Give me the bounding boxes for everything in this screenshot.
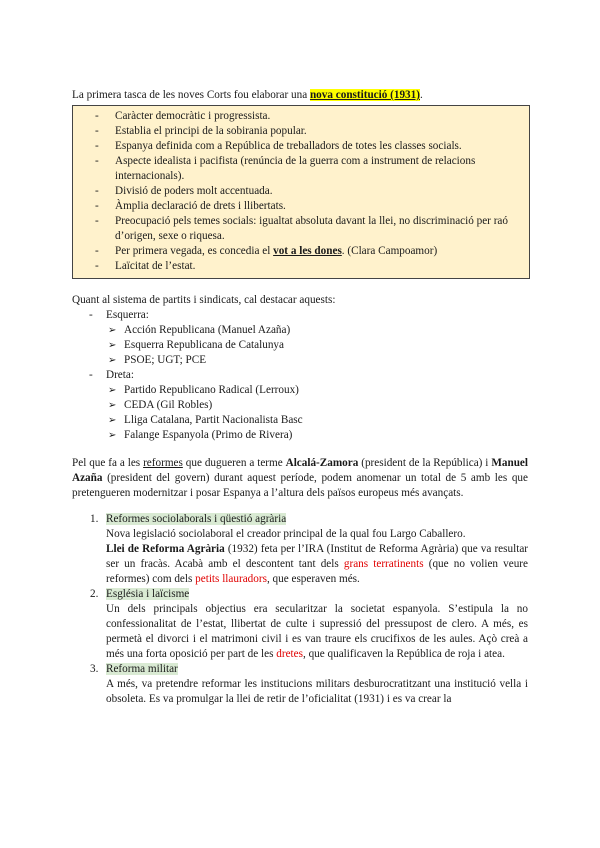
list-item: - Caràcter democràtic i progressista. bbox=[81, 109, 521, 124]
list-item: ➢ Partido Republicano Radical (Lerroux) bbox=[106, 383, 528, 398]
list-item: 3. Reforma militar A més, va pretendre reformar les institucions militars desburocratitzant una institució vella i obsoleta. Es va promulgar la llei de retir de l’oficialitat (1931) i es va crear la bbox=[90, 663, 528, 706]
list-item: ➢ PSOE; UGT; PCE bbox=[106, 353, 528, 368]
highlight-constitution: nova constitució (1931) bbox=[309, 89, 420, 101]
constitution-box bbox=[72, 105, 530, 279]
list-item: - Per primera vegada, es concedia el vot a les dones. (Clara Campoamor) bbox=[81, 244, 521, 259]
list-item: - Dreta: ➢ Partido Republicano Radical (Lerroux) ➢ CEDA (Gil Robles) ➢ Lliga Catalana, Partit Nacionalista Basc ➢ Falange Espanyola (Primo de Rivera) bbox=[72, 368, 528, 443]
list-item: - Establia el principi de la sobirania popular. bbox=[81, 124, 521, 139]
list-item: ➢ Acción Republicana (Manuel Azaña) bbox=[106, 323, 528, 338]
list-item: - Divisió de poders molt accentuada. bbox=[81, 184, 521, 199]
list-item: - Àmplia declaració de drets i llibertats. bbox=[81, 199, 521, 214]
parties-intro: Quant al sistema de partits i sindicats, cal destacar aquests: bbox=[72, 294, 336, 306]
reform-heading: Reforma militar bbox=[106, 663, 178, 676]
list-item: - Aspecte idealista i pacifista (renúncia de la guerra com a instrument de relacions internacionals). bbox=[81, 154, 521, 184]
reforms-intro: Pel que fa a les reformes que dugueren a terme Alcalá-Zamora (president de la República) i Manuel Azaña (president del govern) durant aquest període, podem anomenar un total de 5 amb les que pretengueren modernitzar i posar Espanya a l’altura dels països europeus més avançats. bbox=[72, 457, 528, 499]
list-item: ➢ Lliga Catalana, Partit Nacionalista Basc bbox=[106, 413, 528, 428]
reform-heading: Església i laïcisme bbox=[106, 588, 190, 601]
list-item: ➢ Falange Espanyola (Primo de Rivera) bbox=[106, 428, 528, 443]
list-item: - Laïcitat de l’estat. bbox=[81, 259, 521, 274]
list-item: - Preocupació pels temes socials: igualtat absoluta davant la llei, no discriminació per raó d’origen, sexe o riquesa. bbox=[81, 214, 521, 244]
document-page bbox=[72, 88, 528, 707]
list-item: 2. Església i laïcisme Un dels principals objectius era secularitzar la societat espanyola. S’estipula la no confessionalitat de l’estat, llibertat de culte i supressió del pressupost de clero. A més, es permetà el divorci i el matrimoni civil i es van traure els crucifixos de les aules. Açò creà a més una forta oposició per part de les dretes, que qualificaven la República de roja i atea. bbox=[90, 588, 528, 661]
parties-list bbox=[72, 308, 528, 443]
women-vote-emphasis: vot a les dones bbox=[273, 245, 342, 257]
reforms-list bbox=[72, 512, 528, 707]
list-item: 1. Reformes sociolaborals i qüestió agrària Nova legislació sociolaboral el creador principal de la qual fou Largo Caballero. Llei de Reforma Agrària (1932) feta per l’IRA (Institut de Reforma Agrària) que va resultar ser un fracàs. Acabà amb el descontent tant dels grans terratinents (que no volien veure reformes) com dels petits llauradors, que esperaven més. bbox=[90, 513, 529, 586]
list-item: ➢ CEDA (Gil Robles) bbox=[106, 398, 528, 413]
constitution-intro: La primera tasca de les noves Corts fou elaborar una nova constitució (1931). bbox=[72, 89, 423, 101]
list-item: - Espanya definida com a República de treballadors de totes les classes socials. bbox=[81, 139, 521, 154]
constitution-list bbox=[81, 109, 521, 274]
left-parties-list bbox=[106, 323, 528, 368]
list-item: - Esquerra: ➢ Acción Republicana (Manuel Azaña) ➢ Esquerra Republicana de Catalunya ➢ PSOE; UGT; PCE bbox=[72, 308, 528, 368]
list-item: ➢ Esquerra Republicana de Catalunya bbox=[106, 338, 528, 353]
parties-section bbox=[72, 293, 528, 443]
right-parties-list bbox=[106, 383, 528, 443]
reform-heading: Reformes sociolaborals i qüestió agrària bbox=[106, 513, 287, 526]
